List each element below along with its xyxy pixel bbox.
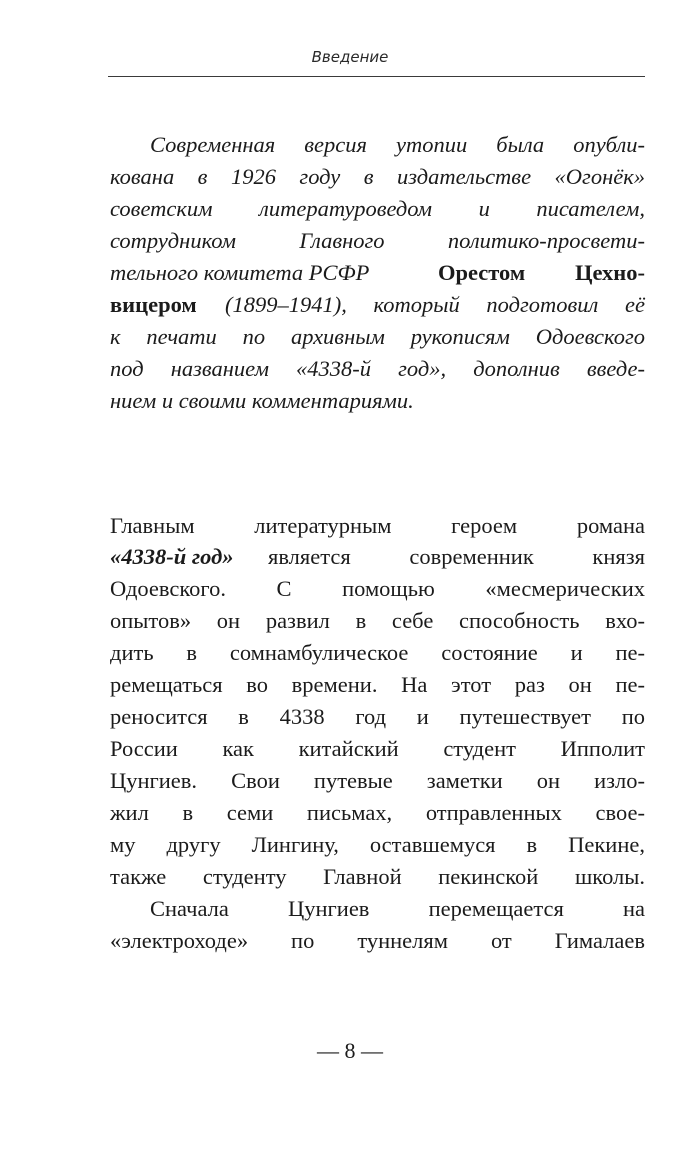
text-line: под названием «4338-й год», дополнив введе- — [110, 356, 645, 381]
text-line: жил в семи письмах, отправленных свое- — [110, 800, 645, 825]
text-line: советским литературоведом и писателем, — [110, 196, 645, 221]
text-line: Сначала Цунгиев перемещается на — [150, 896, 645, 921]
text-line: нием и своими комментариями. — [110, 388, 414, 413]
text-line: опытов» он развил в себе способность вхо- — [110, 608, 645, 633]
text-line: «электроходе» по туннелям от Гималаев — [110, 928, 645, 953]
text-line: Одоевского. С помощью «месмерических — [110, 576, 645, 601]
text-line: вицером (1899–1941), который подготовил её — [0, 290, 700, 320]
running-header: Введение — [311, 48, 389, 66]
text-line: кована в 1926 году в издательстве «Огонёк» — [110, 164, 645, 189]
text-line: Главным литературным героем романа — [110, 513, 645, 538]
header-divider — [108, 76, 645, 77]
text-line: му другу Лингину, оставшемуся в Пекине, — [110, 832, 645, 857]
text-line: к печати по архивным рукописям Одоевского — [110, 324, 645, 349]
author-name-bold: вицером — [110, 292, 197, 317]
text-line: сотрудником Главного политико-просвети- — [110, 228, 645, 253]
author-name-bold: Орестом Цехно- — [438, 260, 645, 285]
text-line: Цунгиев. Свои путевые заметки он изло- — [110, 768, 645, 793]
text-line: реносится в 4338 год и путешествует по — [110, 704, 645, 729]
text-line: ремещаться во времени. На этот раз он пе- — [110, 672, 645, 697]
text-line: Современная версия утопии была опубли- — [150, 132, 645, 157]
text-line: тельного комитета РСФР Орестом Цехно- — [0, 258, 700, 288]
text-line: «4338-й год» является современник князя — [0, 542, 700, 572]
text-line: также студенту Главной пекинской школы. — [110, 864, 645, 889]
page-number: — 8 — — [317, 1038, 383, 1063]
text-line: дить в сомнамбулическое состояние и пе- — [110, 640, 645, 665]
novel-title-bold: «4338-й год» — [110, 544, 234, 569]
text-line: России как китайский студент Ипполит — [110, 736, 645, 761]
